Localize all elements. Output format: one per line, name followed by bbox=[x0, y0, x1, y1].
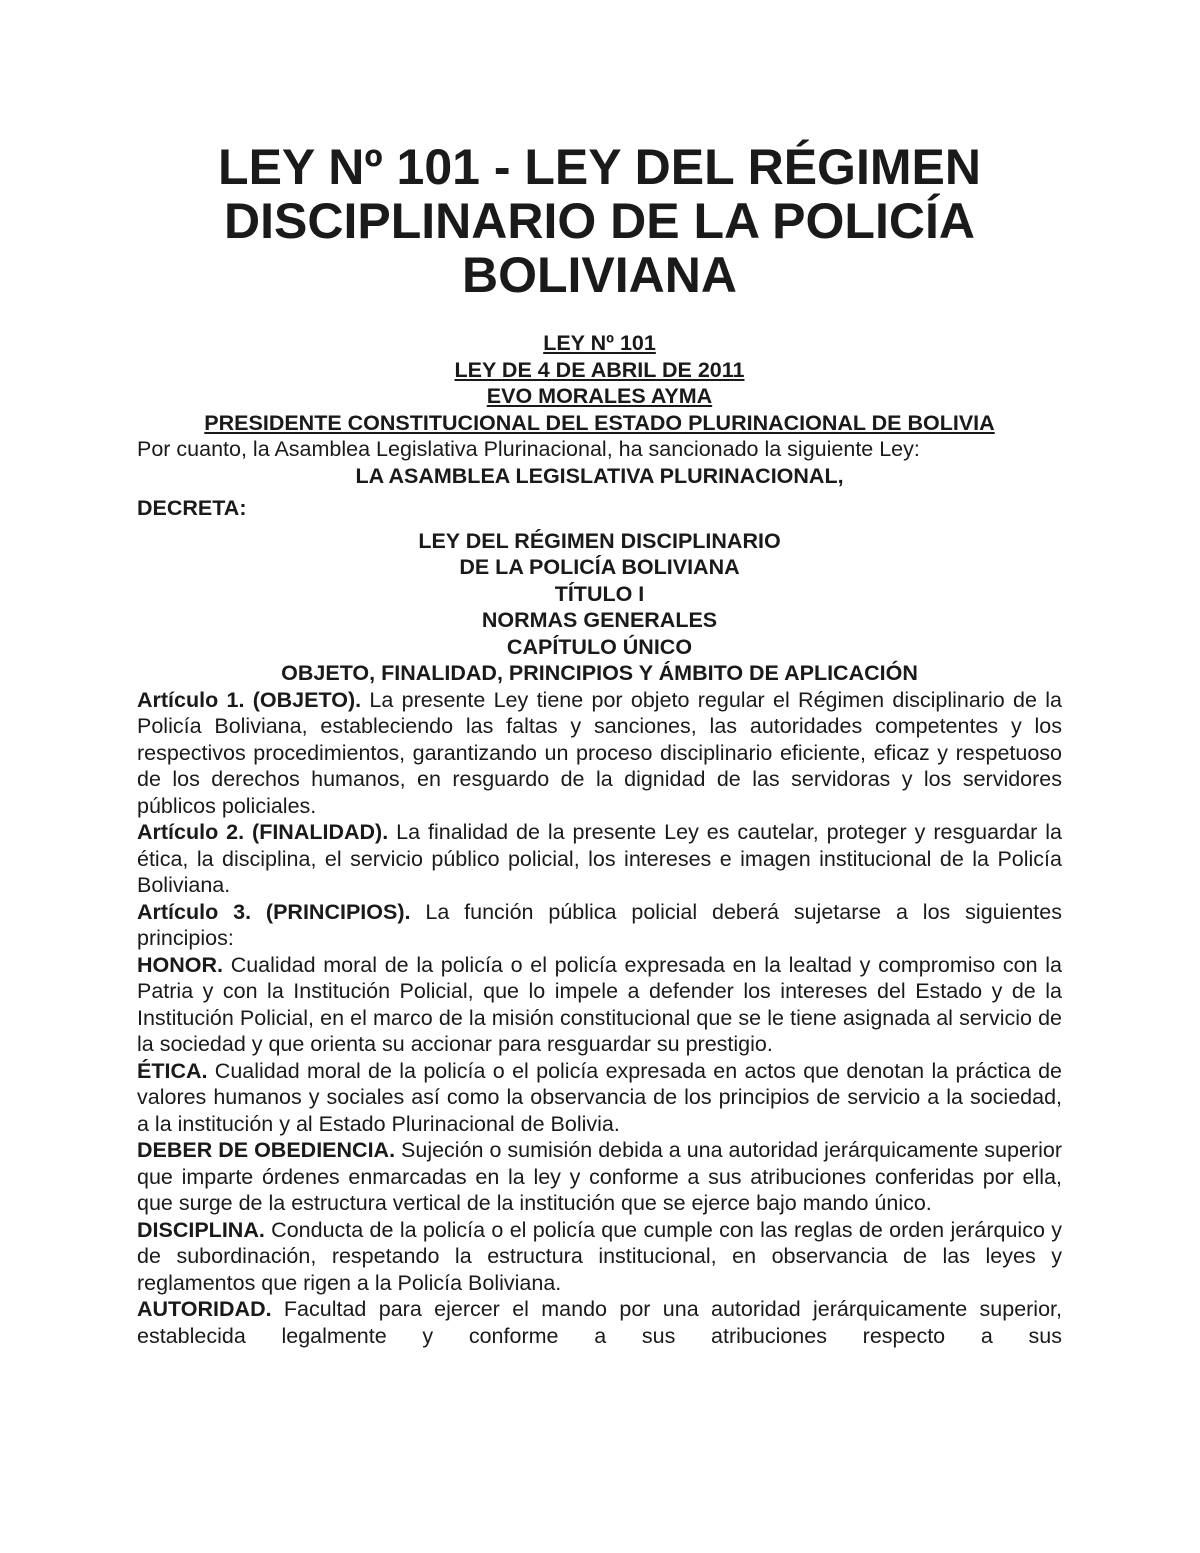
titulo-heading: TÍTULO I bbox=[554, 581, 645, 606]
law-name-line-1: LEY DEL RÉGIMEN DISCIPLINARIO bbox=[418, 528, 781, 553]
principle-obediencia bbox=[137, 1137, 1062, 1217]
capitulo-name: OBJETO, FINALIDAD, PRINCIPIOS Y ÁMBITO DE APLICACIÓN bbox=[281, 661, 918, 685]
law-name-line-2: DE LA POLICÍA BOLIVIANA bbox=[459, 555, 740, 579]
document-page bbox=[137, 130, 1062, 1349]
law-number: LEY Nº 101 bbox=[543, 331, 656, 355]
principle-disciplina-text: Conducta de la policía o el policía que cumple con las reglas de orden jerárquico y de subordinación, respetando la estructura institucional, en observancia de las leyes y reglamentos que rigen a la Policía Boliviana. bbox=[137, 1217, 1062, 1295]
principle-honor-term: HONOR. bbox=[137, 952, 223, 977]
article-1 bbox=[137, 687, 1062, 820]
document-title bbox=[137, 140, 1062, 302]
principle-disciplina-term: DISCIPLINA. bbox=[137, 1217, 265, 1242]
decreta-heading: DECRETA: bbox=[137, 496, 247, 520]
principle-obediencia-term: DEBER DE OBEDIENCIA. bbox=[137, 1138, 396, 1162]
president-title: PRESIDENTE CONSTITUCIONAL DEL ESTADO PLURINACIONAL DE BOLIVIA bbox=[204, 410, 995, 435]
principle-etica-term: ÉTICA. bbox=[137, 1058, 208, 1083]
titulo-name: NORMAS GENERALES bbox=[481, 608, 718, 632]
title-line-1: LEY Nº 101 - LEY DEL RÉGIMEN bbox=[218, 139, 981, 195]
principle-honor bbox=[137, 952, 1062, 1058]
principle-autoridad bbox=[137, 1296, 1062, 1349]
principle-disciplina bbox=[137, 1217, 1062, 1297]
article-2-heading: Artículo 2. (FINALIDAD). bbox=[137, 820, 389, 844]
preamble: Por cuanto, la Asamblea Legislativa Plurinacional, ha sancionado la siguiente Ley: bbox=[137, 437, 920, 461]
article-3-text: La función pública policial deberá sujetarse a los siguientes principios: bbox=[137, 899, 1062, 950]
article-3 bbox=[137, 899, 1062, 952]
article-1-heading: Artículo 1. (OBJETO). bbox=[137, 687, 362, 712]
principle-honor-text: Cualidad moral de la policía o el policía expresada en la lealtad y compromiso con la Patria y con la Institución Policial, que lo impele a defender los intereses del Estado y de la Institución Policial, en el marco de la misión constitucional que se le tiene asignada al servicio de la sociedad y que orienta su accionar para resguardar su prestigio. bbox=[137, 952, 1062, 1056]
principle-autoridad-text: Facultad para ejercer el mando por una autoridad jerárquicamente superior, establecida legalmente y conforme a sus atribuciones respecto a sus bbox=[137, 1297, 1062, 1348]
principle-etica bbox=[137, 1058, 1062, 1138]
assembly-heading: LA ASAMBLEA LEGISLATIVA PLURINACIONAL, bbox=[355, 463, 844, 488]
article-2 bbox=[137, 819, 1062, 899]
title-line-2: DISCIPLINARIO DE LA POLICÍA bbox=[224, 193, 975, 249]
law-date: LEY DE 4 DE ABRIL DE 2011 bbox=[454, 357, 745, 382]
article-2-text: La finalidad de la presente Ley es cautelar, proteger y resguardar la ética, la disciplina, el servicio público policial, los intereses e imagen institucional de la Policía Boliviana. bbox=[137, 820, 1062, 897]
principle-etica-text: Cualidad moral de la policía o el policía expresada en actos que denotan la práctica de valores humanos y sociales así como la observancia de los principios de servicio a la sociedad, a la institución y al Estado Plurinacional de Bolivia. bbox=[137, 1058, 1062, 1136]
article-3-heading: Artículo 3. (PRINCIPIOS). bbox=[137, 899, 411, 924]
president-name: EVO MORALES AYMA bbox=[486, 384, 713, 408]
principle-autoridad-term: AUTORIDAD. bbox=[137, 1297, 272, 1321]
article-1-text: La presente Ley tiene por objeto regular el Régimen disciplinario de la Policía Boliviana, estableciendo las faltas y sanciones, las autoridades competentes y los respectivos procedimientos, garantizando un proceso disciplinario eficiente, eficaz y respetuoso de los derechos humanos, en resguardo de la dignidad de las servidoras y los servidores públicos policiales. bbox=[137, 687, 1062, 818]
principle-obediencia-text: Sujeción o sumisión debida a una autoridad jerárquicamente superior que imparte órdenes enmarcadas en la ley y conforme a sus atribuciones conferidas por ella, que surge de la estructura vertical de la institución que se ejerce bajo mando único. bbox=[137, 1138, 1062, 1215]
capitulo-heading: CAPÍTULO ÚNICO bbox=[506, 634, 693, 659]
title-line-3: BOLIVIANA bbox=[462, 247, 737, 303]
